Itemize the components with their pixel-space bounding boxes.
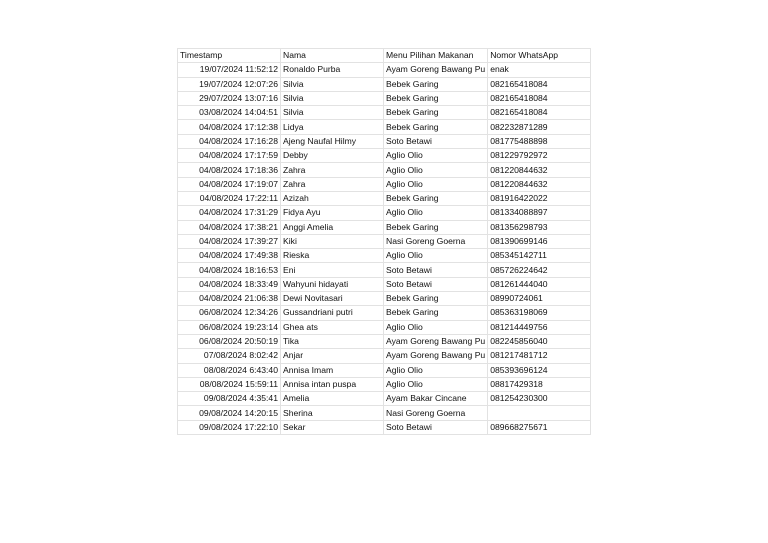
cell-menu: Aglio Olio	[384, 206, 488, 220]
table-row	[178, 106, 591, 120]
cell-nama: Wahyuni hidayati	[281, 277, 384, 291]
cell-timestamp: 04/08/2024 17:18:36	[178, 163, 281, 177]
cell-whatsapp: 082232871289	[488, 120, 591, 134]
table-row	[178, 406, 591, 420]
cell-timestamp: 19/07/2024 11:52:12	[178, 63, 281, 77]
cell-timestamp: 04/08/2024 17:17:59	[178, 149, 281, 163]
cell-timestamp: 04/08/2024 17:31:29	[178, 206, 281, 220]
cell-nama: Kiki	[281, 234, 384, 248]
cell-menu: Aglio Olio	[384, 377, 488, 391]
table-row	[178, 320, 591, 334]
cell-nama: Gussandriani putri	[281, 306, 384, 320]
cell-whatsapp: 081356298793	[488, 220, 591, 234]
cell-timestamp: 09/08/2024 17:22:10	[178, 420, 281, 434]
cell-whatsapp: 082165418084	[488, 77, 591, 91]
cell-menu: Ayam Goreng Bawang Pu	[384, 334, 488, 348]
cell-timestamp: 04/08/2024 18:33:49	[178, 277, 281, 291]
cell-menu: Aglio Olio	[384, 163, 488, 177]
cell-nama: Dewi Novitasari	[281, 292, 384, 306]
cell-timestamp: 04/08/2024 18:16:53	[178, 263, 281, 277]
cell-nama: Amelia	[281, 392, 384, 406]
header-whatsapp: Nomor WhatsApp	[488, 49, 591, 63]
table-row	[178, 206, 591, 220]
cell-timestamp: 04/08/2024 17:49:38	[178, 249, 281, 263]
cell-timestamp: 04/08/2024 21:06:38	[178, 292, 281, 306]
cell-menu: Ayam Goreng Bawang Pu	[384, 349, 488, 363]
cell-menu: Soto Betawi	[384, 420, 488, 434]
cell-menu: Aglio Olio	[384, 249, 488, 263]
cell-nama: Silvia	[281, 77, 384, 91]
table-row	[178, 191, 591, 205]
cell-whatsapp: 085345142711	[488, 249, 591, 263]
header-nama: Nama	[281, 49, 384, 63]
cell-menu: Bebek Garing	[384, 120, 488, 134]
table-row	[178, 263, 591, 277]
cell-timestamp: 04/08/2024 17:16:28	[178, 134, 281, 148]
cell-whatsapp: 082165418084	[488, 106, 591, 120]
table-row	[178, 234, 591, 248]
cell-timestamp: 04/08/2024 17:22:11	[178, 191, 281, 205]
cell-menu: Ayam Goreng Bawang Pu	[384, 63, 488, 77]
cell-timestamp: 06/08/2024 20:50:19	[178, 334, 281, 348]
cell-timestamp: 08/08/2024 15:59:11	[178, 377, 281, 391]
cell-whatsapp: 081229792972	[488, 149, 591, 163]
cell-nama: Lidya	[281, 120, 384, 134]
cell-nama: Sherina	[281, 406, 384, 420]
header-menu: Menu Pilihan Makanan	[384, 49, 488, 63]
cell-nama: Ghea ats	[281, 320, 384, 334]
cell-whatsapp: 089668275671	[488, 420, 591, 434]
table-row	[178, 334, 591, 348]
cell-menu: Soto Betawi	[384, 263, 488, 277]
cell-nama: Zahra	[281, 177, 384, 191]
cell-nama: Debby	[281, 149, 384, 163]
table-row	[178, 420, 591, 434]
cell-menu: Bebek Garing	[384, 106, 488, 120]
cell-nama: Ronaldo Purba	[281, 63, 384, 77]
cell-menu: Bebek Garing	[384, 220, 488, 234]
cell-menu: Nasi Goreng Goerna	[384, 234, 488, 248]
cell-whatsapp: 085393696124	[488, 363, 591, 377]
cell-timestamp: 03/08/2024 14:04:51	[178, 106, 281, 120]
table-row	[178, 377, 591, 391]
cell-menu: Bebek Garing	[384, 77, 488, 91]
cell-timestamp: 09/08/2024 14:20:15	[178, 406, 281, 420]
table-body	[178, 63, 591, 435]
cell-whatsapp: 081220844632	[488, 163, 591, 177]
cell-whatsapp: 081916422022	[488, 191, 591, 205]
header-row	[178, 49, 591, 63]
table-row	[178, 277, 591, 291]
cell-nama: Ajeng Naufal Hilmy	[281, 134, 384, 148]
cell-menu: Soto Betawi	[384, 277, 488, 291]
cell-nama: Eni	[281, 263, 384, 277]
cell-menu: Aglio Olio	[384, 177, 488, 191]
cell-whatsapp: 082165418084	[488, 91, 591, 105]
cell-nama: Annisa intan puspa	[281, 377, 384, 391]
cell-whatsapp: 081390699146	[488, 234, 591, 248]
cell-nama: Silvia	[281, 106, 384, 120]
cell-menu: Nasi Goreng Goerna	[384, 406, 488, 420]
table-row	[178, 120, 591, 134]
cell-nama: Tika	[281, 334, 384, 348]
cell-timestamp: 04/08/2024 17:19:07	[178, 177, 281, 191]
cell-whatsapp: 081217481712	[488, 349, 591, 363]
cell-nama: Annisa Imam	[281, 363, 384, 377]
cell-menu: Aglio Olio	[384, 363, 488, 377]
table-row	[178, 249, 591, 263]
cell-menu: Aglio Olio	[384, 149, 488, 163]
cell-whatsapp	[488, 406, 591, 420]
responses-table	[177, 48, 591, 435]
cell-whatsapp: 081261444040	[488, 277, 591, 291]
cell-whatsapp: 082245856040	[488, 334, 591, 348]
cell-menu: Soto Betawi	[384, 134, 488, 148]
cell-whatsapp: 081775488898	[488, 134, 591, 148]
table-row	[178, 392, 591, 406]
table-row	[178, 134, 591, 148]
cell-menu: Bebek Garing	[384, 91, 488, 105]
table-row	[178, 163, 591, 177]
cell-timestamp: 04/08/2024 17:38:21	[178, 220, 281, 234]
cell-whatsapp: 081214449756	[488, 320, 591, 334]
cell-timestamp: 04/08/2024 17:12:38	[178, 120, 281, 134]
cell-whatsapp: 081334088897	[488, 206, 591, 220]
cell-timestamp: 09/08/2024 4:35:41	[178, 392, 281, 406]
cell-menu: Bebek Garing	[384, 191, 488, 205]
cell-nama: Zahra	[281, 163, 384, 177]
cell-menu: Aglio Olio	[384, 320, 488, 334]
cell-whatsapp: 081254230300	[488, 392, 591, 406]
table-row	[178, 349, 591, 363]
cell-menu: Bebek Garing	[384, 306, 488, 320]
cell-nama: Anggi Amelia	[281, 220, 384, 234]
cell-nama: Sekar	[281, 420, 384, 434]
table-row	[178, 220, 591, 234]
table-row	[178, 306, 591, 320]
cell-timestamp: 08/08/2024 6:43:40	[178, 363, 281, 377]
cell-timestamp: 06/08/2024 19:23:14	[178, 320, 281, 334]
cell-whatsapp: 085726224642	[488, 263, 591, 277]
cell-whatsapp: 08990724061	[488, 292, 591, 306]
table-row	[178, 149, 591, 163]
cell-menu: Ayam Bakar Cincane	[384, 392, 488, 406]
cell-nama: Anjar	[281, 349, 384, 363]
cell-timestamp: 06/08/2024 12:34:26	[178, 306, 281, 320]
cell-nama: Silvia	[281, 91, 384, 105]
cell-whatsapp: enak	[488, 63, 591, 77]
cell-whatsapp: 085363198069	[488, 306, 591, 320]
cell-timestamp: 19/07/2024 12:07:26	[178, 77, 281, 91]
table-row	[178, 177, 591, 191]
cell-whatsapp: 081220844632	[488, 177, 591, 191]
table-row	[178, 91, 591, 105]
table-row	[178, 363, 591, 377]
table-row	[178, 63, 591, 77]
cell-timestamp: 04/08/2024 17:39:27	[178, 234, 281, 248]
cell-timestamp: 07/08/2024 8:02:42	[178, 349, 281, 363]
cell-nama: Fidya Ayu	[281, 206, 384, 220]
cell-nama: Azizah	[281, 191, 384, 205]
cell-whatsapp: 08817429318	[488, 377, 591, 391]
cell-timestamp: 29/07/2024 13:07:16	[178, 91, 281, 105]
table-row	[178, 292, 591, 306]
cell-nama: Rieska	[281, 249, 384, 263]
cell-menu: Bebek Garing	[384, 292, 488, 306]
header-timestamp: Timestamp	[178, 49, 281, 63]
table-row	[178, 77, 591, 91]
